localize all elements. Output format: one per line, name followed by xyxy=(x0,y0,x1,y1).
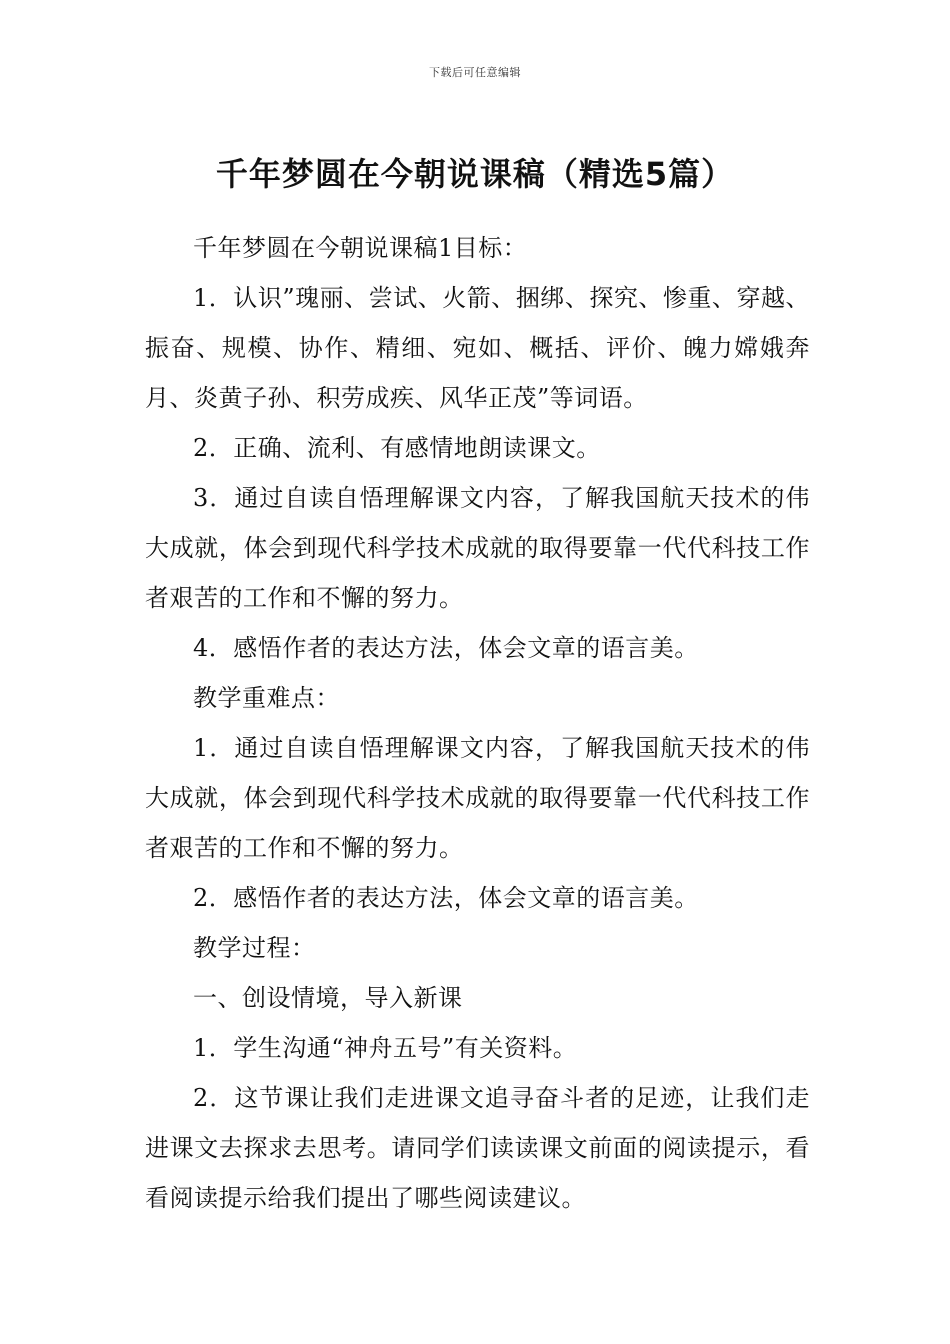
paragraph-step-2: 2．这节课让我们走进课文追寻奋斗者的足迹，让我们走进课文去探求去思考。请同学们读读课文前面的阅读提示，看看阅读提示给我们提出了哪些阅读建议。 xyxy=(145,1084,810,1212)
paragraph-objective-3: 3．通过自读自悟理解课文内容，了解我国航天技术的伟大成就，体会到现代科学技术成就的取得要靠一代代科技工作者艰苦的工作和不懈的努力。 xyxy=(145,484,810,612)
paragraph-section-1-heading: 一、创设情境，导入新课 xyxy=(193,984,463,1012)
paragraph-step-1: 1．学生沟通“神舟五号”有关资料。 xyxy=(193,1034,578,1062)
paragraph-key-point-1: 1．通过自读自悟理解课文内容，了解我国航天技术的伟大成就，体会到现代科学技术成就的取得要靠一代代科技工作者艰苦的工作和不懈的努力。 xyxy=(145,734,810,862)
paragraph-objectives-heading: 千年梦圆在今朝说课稿1目标： xyxy=(193,234,528,262)
paragraph-key-point-2: 2．感悟作者的表达方法，体会文章的语言美。 xyxy=(193,884,699,912)
paragraph-objective-4: 4．感悟作者的表达方法，体会文章的语言美。 xyxy=(193,634,699,662)
paragraph-process-heading: 教学过程： xyxy=(193,934,316,962)
header-note: 下载后可任意编辑 xyxy=(429,66,521,79)
paragraph-objective-2: 2．正确、流利、有感情地朗读课文。 xyxy=(193,434,601,462)
document-body xyxy=(145,223,810,1223)
document-title: 千年梦圆在今朝说课稿（精选5篇） xyxy=(215,155,735,194)
paragraph-key-points-heading: 教学重难点： xyxy=(193,684,340,712)
paragraph-objective-1: 1．认识”瑰丽、尝试、火箭、捆绑、探究、惨重、穿越、振奋、规模、协作、精细、宛如、概括、评价、魄力嫦娥奔月、炎黄子孙、积劳成疾、风华正茂”等词语。 xyxy=(145,284,810,412)
